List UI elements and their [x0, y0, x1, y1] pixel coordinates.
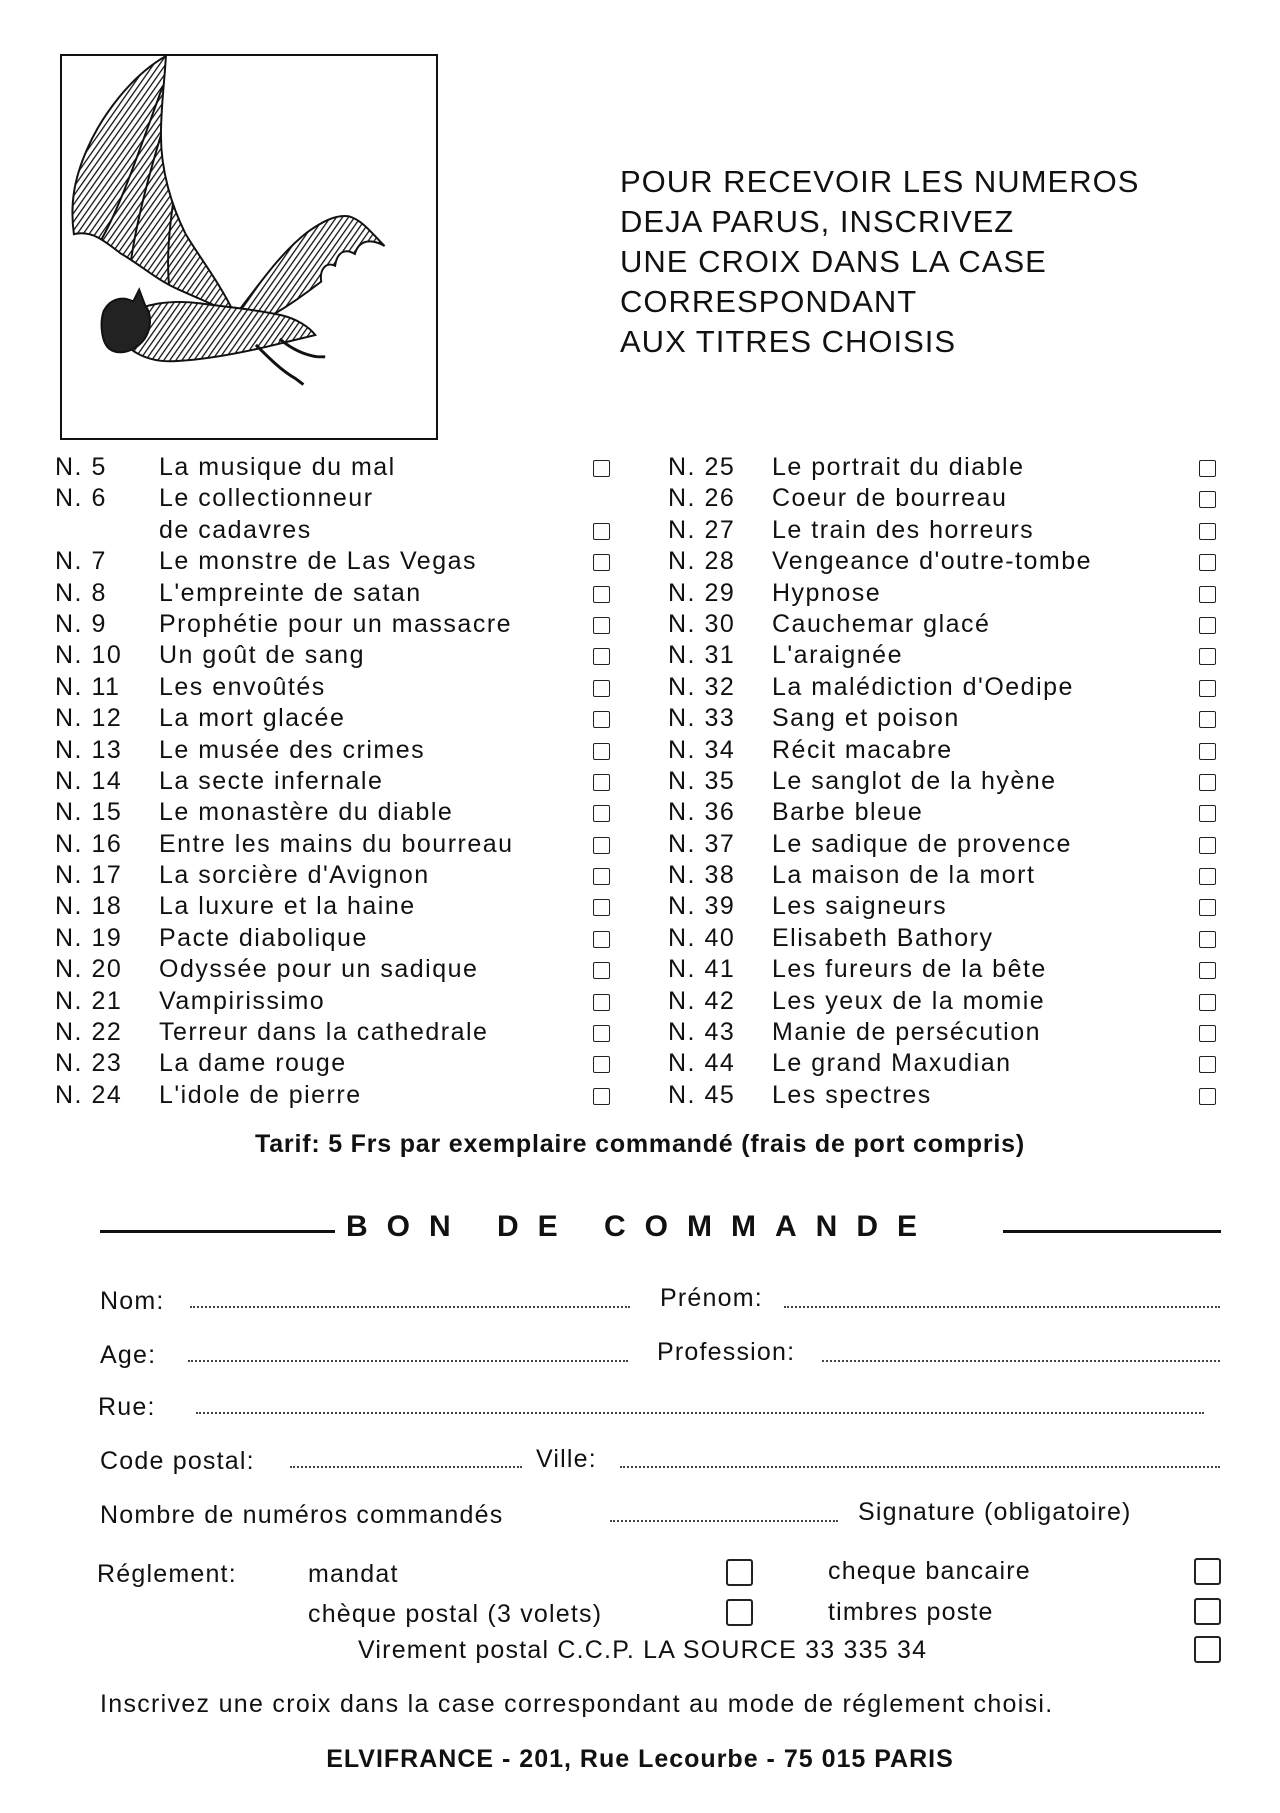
- reglement-label: Réglement:: [97, 1560, 237, 1588]
- issue-row: [668, 703, 1226, 734]
- issue-number: N. 23: [55, 1049, 123, 1078]
- issue-number: N. 7: [55, 547, 107, 576]
- issue-checkbox[interactable]: [1199, 460, 1216, 477]
- issue-row: [55, 1048, 615, 1079]
- heading-rule-right: [1003, 1230, 1221, 1233]
- issue-checkbox[interactable]: [593, 805, 610, 822]
- issue-row: [55, 735, 615, 766]
- issue-number: N. 19: [55, 923, 123, 952]
- issue-title: Terreur dans la cathedrale: [159, 1018, 489, 1047]
- issue-row: [668, 578, 1226, 609]
- issue-number: N. 6: [55, 484, 107, 513]
- payment-virement-checkbox[interactable]: [1194, 1636, 1221, 1663]
- issue-title: Le grand Maxudian: [772, 1049, 1012, 1078]
- issue-list-left: [55, 452, 615, 1111]
- issue-title: Le collectionneur: [159, 484, 374, 513]
- issue-number: N. 43: [668, 1018, 736, 1047]
- headline: [620, 162, 1250, 362]
- issue-checkbox[interactable]: [593, 523, 610, 540]
- issue-checkbox[interactable]: [1199, 994, 1216, 1011]
- payment-cheque-postal-label: chèque postal (3 volets): [308, 1600, 603, 1628]
- issue-title: Cauchemar glacé: [772, 609, 991, 638]
- issue-checkbox[interactable]: [593, 899, 610, 916]
- issue-checkbox[interactable]: [593, 837, 610, 854]
- issue-checkbox[interactable]: [593, 962, 610, 979]
- issue-title: Manie de persécution: [772, 1018, 1042, 1047]
- issue-number: N. 44: [668, 1049, 736, 1078]
- issue-number: N. 34: [668, 735, 736, 764]
- issue-number: N. 45: [668, 1080, 736, 1109]
- issue-checkbox[interactable]: [1199, 899, 1216, 916]
- issue-title: La maison de la mort: [772, 861, 1036, 890]
- issue-row: [55, 891, 615, 922]
- issue-title-continued: de cadavres: [159, 515, 312, 544]
- issue-row: [668, 986, 1226, 1017]
- issue-row: [668, 954, 1226, 985]
- issue-row: [668, 546, 1226, 577]
- nombre-label: Nombre de numéros commandés: [100, 1501, 504, 1529]
- issue-title: Le monstre de Las Vegas: [159, 547, 478, 576]
- ville-label: Ville:: [536, 1445, 597, 1473]
- payment-timbres-checkbox[interactable]: [1194, 1598, 1221, 1625]
- issue-title: La secte infernale: [159, 766, 384, 795]
- issue-number: N. 24: [55, 1080, 123, 1109]
- issue-checkbox[interactable]: [1199, 962, 1216, 979]
- heading-rule-left: [100, 1230, 335, 1233]
- issue-checkbox[interactable]: [593, 1025, 610, 1042]
- issue-row: [55, 703, 615, 734]
- payment-cheque-bancaire-label: cheque bancaire: [828, 1557, 1031, 1585]
- issue-row: [55, 578, 615, 609]
- issue-title: Le monastère du diable: [159, 798, 454, 827]
- issue-number: N. 11: [55, 672, 121, 701]
- issue-title: La luxure et la haine: [159, 892, 416, 921]
- payment-cheque-bancaire-checkbox[interactable]: [1194, 1558, 1221, 1585]
- ville-field[interactable]: [620, 1466, 1220, 1468]
- issue-row: [668, 672, 1226, 703]
- issue-number: N. 25: [668, 453, 736, 481]
- issue-number: N. 13: [55, 735, 123, 764]
- issue-title: Les fureurs de la bête: [772, 955, 1047, 984]
- issue-checkbox[interactable]: [1199, 586, 1216, 603]
- bat-illustration: [60, 54, 438, 440]
- issue-number: N. 5: [55, 453, 107, 481]
- payment-virement-label: Virement postal C.C.P. LA SOURCE 33 335 34: [358, 1636, 928, 1664]
- issue-row: [55, 1017, 615, 1048]
- issue-checkbox[interactable]: [1199, 931, 1216, 948]
- issue-title: Les spectres: [772, 1080, 932, 1109]
- bat-drawing: [62, 56, 436, 438]
- issue-title: Prophétie pour un massacre: [159, 609, 513, 638]
- issue-title: Vampirissimo: [159, 986, 326, 1015]
- issue-title: Hypnose: [772, 578, 882, 607]
- nombre-field[interactable]: [610, 1520, 838, 1522]
- issue-title: Coeur de bourreau: [772, 484, 1008, 513]
- issue-title: L'araignée: [772, 641, 903, 670]
- issue-row: [668, 640, 1226, 671]
- issue-row: [668, 923, 1226, 954]
- issue-checkbox[interactable]: [1199, 837, 1216, 854]
- issue-number: N. 10: [55, 641, 123, 670]
- issue-title: Pacte diabolique: [159, 923, 368, 952]
- payment-instruction: Inscrivez une croix dans la case correspondant au mode de réglement choisi.: [100, 1690, 1054, 1718]
- issue-title: L'empreinte de satan: [159, 578, 422, 607]
- headline-line: AUX TITRES CHOISIS: [620, 324, 957, 359]
- issue-checkbox[interactable]: [1199, 711, 1216, 728]
- headline-line: POUR RECEVOIR LES NUMEROS: [620, 164, 1140, 199]
- issue-number: N. 32: [668, 672, 736, 701]
- payment-timbres-label: timbres poste: [828, 1598, 994, 1626]
- nom-label: Nom:: [100, 1287, 165, 1315]
- profession-label: Profession:: [657, 1338, 796, 1366]
- age-label: Age:: [100, 1341, 157, 1369]
- issue-checkbox[interactable]: [593, 931, 610, 948]
- profession-field[interactable]: [822, 1360, 1220, 1362]
- issue-checkbox[interactable]: [1199, 1056, 1216, 1073]
- issue-title: Les yeux de la momie: [772, 986, 1046, 1015]
- issue-checkbox[interactable]: [1199, 805, 1216, 822]
- headline-line: UNE CROIX DANS LA CASE: [620, 244, 1047, 279]
- issue-title: Barbe bleue: [772, 798, 924, 827]
- issue-checkbox[interactable]: [593, 711, 610, 728]
- issue-title: Les envoûtés: [159, 672, 326, 701]
- issue-title: Sang et poison: [772, 704, 960, 733]
- issue-number: N. 29: [668, 578, 736, 607]
- issue-checkbox[interactable]: [1199, 680, 1216, 697]
- issue-number: N. 22: [55, 1018, 123, 1047]
- issue-checkbox[interactable]: [593, 774, 610, 791]
- issue-row: [55, 829, 615, 860]
- issue-row: [668, 797, 1226, 828]
- issue-checkbox[interactable]: [593, 680, 610, 697]
- issue-row: [55, 609, 615, 640]
- issue-row: [55, 923, 615, 954]
- issue-checkbox[interactable]: [1199, 554, 1216, 571]
- issue-checkbox[interactable]: [1199, 648, 1216, 665]
- issue-row: [55, 797, 615, 828]
- order-form-title: BON DE COMMANDE: [346, 1210, 936, 1243]
- issue-title: Vengeance d'outre-tombe: [772, 547, 1093, 576]
- issue-number: N. 39: [668, 892, 736, 921]
- issue-number: N. 16: [55, 829, 123, 858]
- issue-checkbox[interactable]: [593, 994, 610, 1011]
- publisher-address: ELVIFRANCE - 201, Rue Lecourbe - 75 015 PARIS: [326, 1745, 954, 1773]
- headline-line: CORRESPONDANT: [620, 284, 918, 319]
- issue-title: La musique du mal: [159, 453, 396, 481]
- issue-row: [55, 954, 615, 985]
- issue-checkbox[interactable]: [1199, 743, 1216, 760]
- headline-line: DEJA PARUS, INSCRIVEZ: [620, 204, 1015, 239]
- issue-row: [55, 1080, 615, 1111]
- issue-number: N. 40: [668, 923, 736, 952]
- issue-number: N. 18: [55, 892, 123, 921]
- issue-number: N. 33: [668, 704, 736, 733]
- issue-row: [55, 546, 615, 577]
- issue-title: Entre les mains du bourreau: [159, 829, 514, 858]
- issue-row: [55, 672, 615, 703]
- issue-number: N. 42: [668, 986, 736, 1015]
- issue-checkbox[interactable]: [593, 554, 610, 571]
- issue-title: La malédiction d'Oedipe: [772, 672, 1074, 701]
- issue-number: N. 41: [668, 955, 736, 984]
- issue-row: [668, 891, 1226, 922]
- issue-checkbox[interactable]: [1199, 868, 1216, 885]
- issue-number: N. 27: [668, 515, 736, 544]
- rue-field[interactable]: [196, 1412, 1204, 1414]
- issue-row: [668, 860, 1226, 891]
- issue-number: N. 28: [668, 547, 736, 576]
- issue-title: Le musée des crimes: [159, 735, 426, 764]
- issue-checkbox[interactable]: [593, 617, 610, 634]
- issue-title: Le sadique de provence: [772, 829, 1072, 858]
- issue-title: Le train des horreurs: [772, 515, 1035, 544]
- payment-cheque-postal-checkbox[interactable]: [726, 1599, 753, 1626]
- payment-mandat-checkbox[interactable]: [726, 1559, 753, 1586]
- nom-field[interactable]: [190, 1306, 630, 1308]
- issue-list-right: [668, 452, 1226, 1111]
- issue-title: La sorcière d'Avignon: [159, 861, 430, 890]
- issue-title: Les saigneurs: [772, 892, 948, 921]
- issue-number: N. 35: [668, 766, 736, 795]
- issue-title: Le sanglot de la hyène: [772, 766, 1057, 795]
- code-postal-label: Code postal:: [100, 1447, 255, 1475]
- issue-row: [668, 1080, 1226, 1111]
- payment-mandat-label: mandat: [308, 1560, 399, 1588]
- issue-title: Un goût de sang: [159, 641, 365, 670]
- issue-number: N. 30: [668, 609, 736, 638]
- issue-checkbox[interactable]: [593, 868, 610, 885]
- issue-row-continued: [55, 515, 615, 546]
- issue-number: N. 31: [668, 641, 736, 670]
- issue-checkbox[interactable]: [593, 586, 610, 603]
- issue-row: [668, 609, 1226, 640]
- issue-checkbox[interactable]: [593, 1088, 610, 1105]
- issue-number: N. 17: [55, 861, 123, 890]
- issue-checkbox[interactable]: [1199, 774, 1216, 791]
- prenom-label: Prénom:: [660, 1284, 763, 1312]
- issue-title: Elisabeth Bathory: [772, 923, 994, 952]
- issue-checkbox[interactable]: [1199, 617, 1216, 634]
- issue-row: [668, 483, 1226, 514]
- issue-title: Récit macabre: [772, 735, 953, 764]
- issue-row: [55, 640, 615, 671]
- issue-number: N. 15: [55, 798, 123, 827]
- issue-checkbox[interactable]: [1199, 491, 1216, 508]
- issue-number: N. 36: [668, 798, 736, 827]
- issue-row: [55, 483, 615, 514]
- issue-title: Le portrait du diable: [772, 453, 1025, 481]
- issue-checkbox[interactable]: [593, 460, 610, 477]
- issue-row: [668, 452, 1226, 483]
- issue-checkbox[interactable]: [593, 743, 610, 760]
- prenom-field[interactable]: [784, 1306, 1220, 1308]
- issue-checkbox[interactable]: [593, 648, 610, 665]
- issue-row: [55, 860, 615, 891]
- issue-row: [668, 1017, 1226, 1048]
- issue-number: N. 20: [55, 955, 123, 984]
- issue-row: [668, 735, 1226, 766]
- issue-number: N. 37: [668, 829, 736, 858]
- issue-title: La mort glacée: [159, 704, 346, 733]
- issue-row: [668, 1048, 1226, 1079]
- issue-row: [668, 766, 1226, 797]
- issue-number: N. 21: [55, 986, 123, 1015]
- age-field[interactable]: [188, 1360, 628, 1362]
- issue-number: N. 12: [55, 704, 123, 733]
- issue-row: [55, 986, 615, 1017]
- issue-checkbox[interactable]: [1199, 1025, 1216, 1042]
- price-note: Tarif: 5 Frs par exemplaire commandé (frais de port compris): [255, 1130, 1025, 1158]
- issue-row: [668, 515, 1226, 546]
- issue-checkbox[interactable]: [1199, 1088, 1216, 1105]
- issue-number: N. 14: [55, 766, 123, 795]
- issue-row: [55, 452, 615, 483]
- code-postal-field[interactable]: [290, 1466, 522, 1468]
- issue-row: [55, 766, 615, 797]
- issue-number: N. 9: [55, 609, 107, 638]
- rue-label: Rue:: [98, 1393, 156, 1421]
- issue-checkbox[interactable]: [593, 1056, 610, 1073]
- issue-title: Odyssée pour un sadique: [159, 955, 479, 984]
- issue-number: N. 26: [668, 484, 736, 513]
- issue-title: La dame rouge: [159, 1049, 347, 1078]
- signature-label: Signature (obligatoire): [858, 1498, 1132, 1526]
- issue-row: [668, 829, 1226, 860]
- issue-number: N. 8: [55, 578, 107, 607]
- issue-title: L'idole de pierre: [159, 1080, 362, 1109]
- issue-number: N. 38: [668, 861, 736, 890]
- issue-checkbox[interactable]: [1199, 523, 1216, 540]
